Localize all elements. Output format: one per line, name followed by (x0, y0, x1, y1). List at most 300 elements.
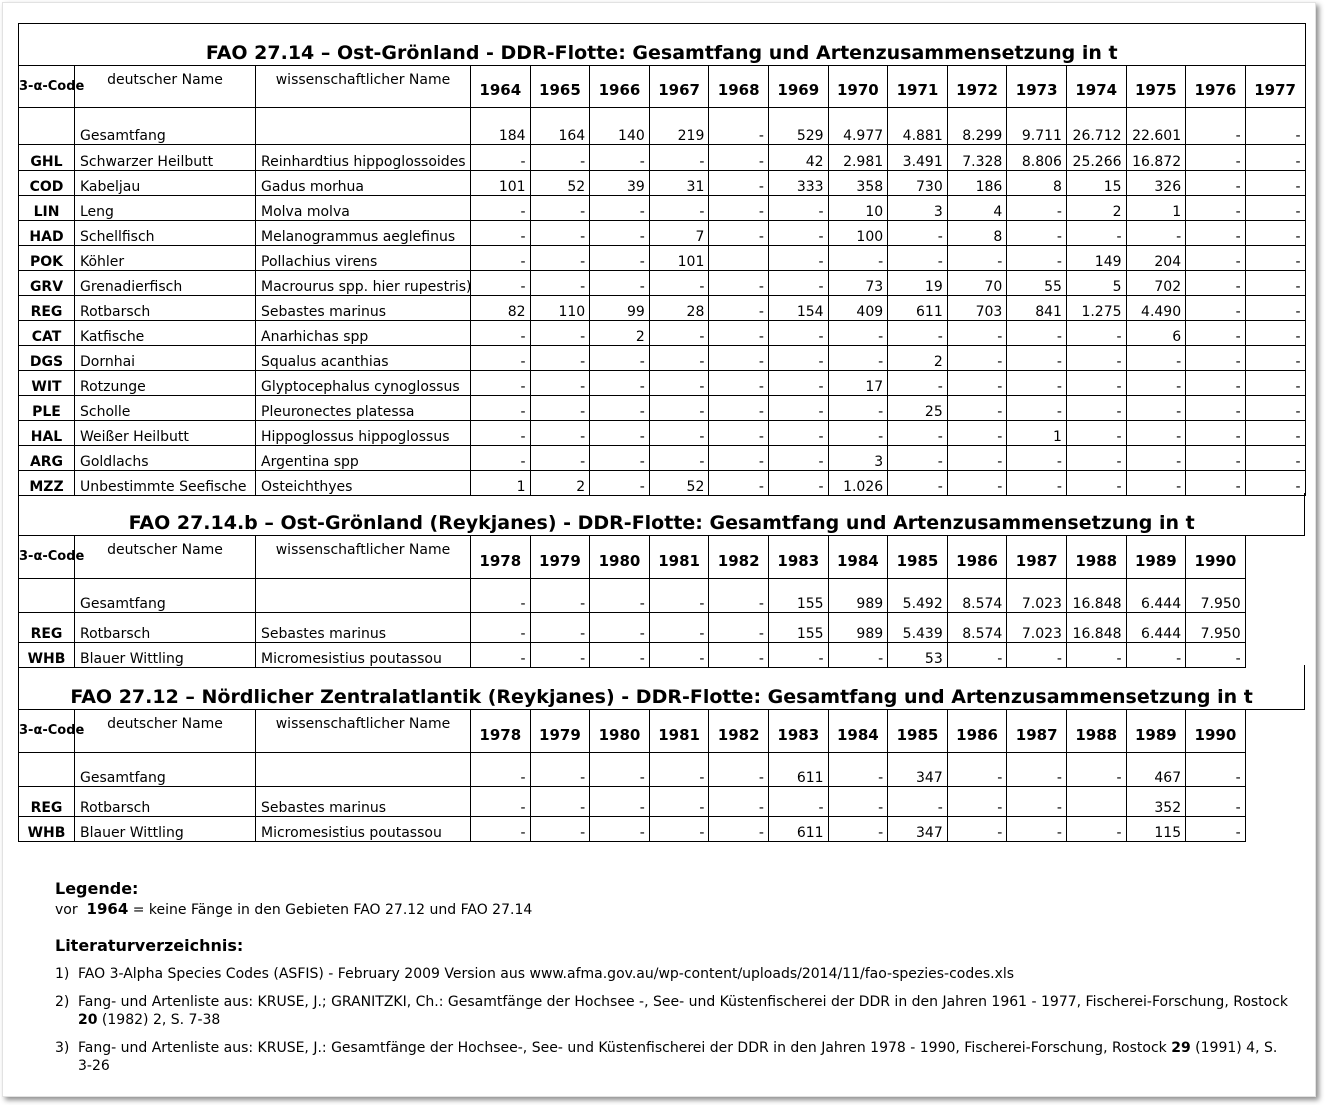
catch-value: - (888, 446, 948, 471)
species-code: COD (19, 171, 75, 196)
species-code: ARG (19, 446, 75, 471)
empty-cell (1245, 643, 1305, 668)
catch-value: 5.492 (888, 579, 948, 613)
header-year: 1983 (768, 710, 828, 753)
catch-value: - (590, 446, 650, 471)
species-code: HAL (19, 421, 75, 446)
catch-value: - (947, 446, 1007, 471)
catch-value: - (768, 371, 828, 396)
catch-value: 1.275 (1066, 296, 1126, 321)
catch-value: - (888, 421, 948, 446)
catch-value: - (590, 271, 650, 296)
catch-value: - (1245, 271, 1305, 296)
catch-value: 99 (590, 296, 650, 321)
catch-value: 184 (471, 108, 531, 145)
catch-value: - (1066, 817, 1126, 842)
catch-value: 611 (768, 817, 828, 842)
catch-value: - (590, 471, 650, 496)
catch-value: - (649, 817, 709, 842)
header-year: 1988 (1066, 536, 1126, 579)
catch-value: - (947, 396, 1007, 421)
header-year: 1979 (530, 536, 590, 579)
catch-value: - (1186, 296, 1246, 321)
catch-value: - (768, 246, 828, 271)
catch-value: - (1066, 753, 1126, 787)
catch-value: - (1066, 371, 1126, 396)
catch-value: 5.439 (888, 613, 948, 643)
catch-value: 26.712 (1066, 108, 1126, 145)
catch-value: 186 (947, 171, 1007, 196)
catch-value: 82 (471, 296, 531, 321)
species-code (19, 108, 75, 145)
header-year: 1989 (1126, 710, 1186, 753)
catch-value: 55 (1007, 271, 1067, 296)
species-code: POK (19, 246, 75, 271)
catch-value: - (590, 421, 650, 446)
catch-value: 352 (1126, 787, 1186, 817)
catch-value: - (471, 145, 531, 171)
catch-value: - (947, 643, 1007, 668)
legend-year: 1964 (86, 900, 129, 918)
catch-value: - (1186, 145, 1246, 171)
catch-value: - (1245, 471, 1305, 496)
catch-value: - (1245, 396, 1305, 421)
catch-value: - (590, 753, 650, 787)
catch-value: - (1245, 171, 1305, 196)
catch-value: 6 (1126, 321, 1186, 346)
scientific-name (256, 108, 471, 145)
catch-value: - (471, 271, 531, 296)
catch-value: 115 (1126, 817, 1186, 842)
catch-value: 16.848 (1066, 579, 1126, 613)
scientific-name: Argentina spp (256, 446, 471, 471)
species-code (19, 579, 75, 613)
catch-value: - (1066, 321, 1126, 346)
german-name: Schwarzer Heilbutt (75, 145, 256, 171)
table-row (19, 196, 1306, 221)
catch-table-3 (18, 665, 1305, 842)
catch-value: 42 (768, 145, 828, 171)
catch-value: - (828, 787, 888, 817)
catch-value: - (828, 246, 888, 271)
catch-value: 8.299 (947, 108, 1007, 145)
species-code: DGS (19, 346, 75, 371)
catch-value: - (828, 321, 888, 346)
species-code: LIN (19, 196, 75, 221)
catch-value: - (1186, 396, 1246, 421)
catch-value: 2 (530, 471, 590, 496)
header-year: 1982 (709, 710, 769, 753)
catch-value: - (1066, 643, 1126, 668)
header-year: 1989 (1126, 536, 1186, 579)
catch-table-1 (18, 23, 1306, 496)
literature-list (55, 965, 1295, 1075)
table-row (19, 421, 1306, 446)
catch-value: - (1186, 221, 1246, 246)
table-row (19, 108, 1306, 145)
catch-value: - (709, 321, 769, 346)
catch-value: - (828, 346, 888, 371)
table-row (19, 221, 1306, 246)
table-title: FAO 27.12 – Nördlicher Zentralatlantik (Reykjanes) - DDR-Flotte: Gesamtfang und Artenzusammensetzung in t (19, 665, 1305, 710)
table-title-row (19, 493, 1305, 536)
catch-value: - (1007, 396, 1067, 421)
german-name: Kabeljau (75, 171, 256, 196)
table-header-row (19, 536, 1305, 579)
catch-value: - (768, 787, 828, 817)
catch-value: - (1007, 643, 1067, 668)
catch-value: - (649, 271, 709, 296)
header-year: 1985 (888, 536, 948, 579)
catch-value: - (768, 196, 828, 221)
catch-value: - (1126, 346, 1186, 371)
header-code: 3-α-Code (19, 66, 75, 108)
catch-value: 1 (1007, 421, 1067, 446)
catch-value: 7.950 (1186, 613, 1246, 643)
table-row (19, 613, 1305, 643)
table-row (19, 271, 1306, 296)
catch-value: 2 (888, 346, 948, 371)
catch-value: - (888, 787, 948, 817)
catch-value: 204 (1126, 246, 1186, 271)
catch-value: - (1245, 321, 1305, 346)
catch-value: - (1186, 817, 1246, 842)
catch-value: 8.806 (1007, 145, 1067, 171)
catch-value: - (709, 145, 769, 171)
legend-text: = keine Fänge in den Gebieten FAO 27.12 und FAO 27.14 (132, 902, 533, 918)
catch-value: - (888, 471, 948, 496)
german-name: Leng (75, 196, 256, 221)
catch-value: - (471, 246, 531, 271)
catch-value: - (709, 396, 769, 421)
catch-value: - (1186, 643, 1246, 668)
catch-value: - (1186, 271, 1246, 296)
catch-value: - (709, 196, 769, 221)
german-name: Gesamtfang (75, 108, 256, 145)
literature-number: 2) (55, 994, 70, 1010)
catch-value: - (530, 371, 590, 396)
catch-value: - (530, 246, 590, 271)
catch-value: 467 (1126, 753, 1186, 787)
literature-item (55, 965, 1295, 983)
table-title: FAO 27.14.b – Ost-Grönland (Reykjanes) - DDR-Flotte: Gesamtfang und Artenzusammensetzung in t (19, 493, 1305, 536)
species-code: GRV (19, 271, 75, 296)
literature-number: 3) (55, 1040, 70, 1056)
literature-heading: Literaturverzeichnis: (55, 936, 244, 955)
catch-value: - (709, 108, 769, 145)
header-year: 1973 (1007, 66, 1067, 108)
catch-value: - (471, 371, 531, 396)
catch-value: 2.981 (828, 145, 888, 171)
catch-value: - (1186, 346, 1246, 371)
scientific-name (256, 753, 471, 787)
catch-value: - (1186, 196, 1246, 221)
catch-value: 326 (1126, 171, 1186, 196)
catch-value: 529 (768, 108, 828, 145)
header-year: 1986 (947, 536, 1007, 579)
scientific-name: Macrourus spp. hier rupestris) (256, 271, 471, 296)
table-header-row (19, 710, 1305, 753)
scientific-name: Gadus morhua (256, 171, 471, 196)
header-year: 1971 (888, 66, 948, 108)
catch-value: - (649, 371, 709, 396)
table-row (19, 446, 1306, 471)
catch-value: - (530, 753, 590, 787)
catch-value: 8 (1007, 171, 1067, 196)
catch-value: - (471, 643, 531, 668)
catch-value: - (1245, 246, 1305, 271)
catch-value: - (768, 643, 828, 668)
header-year: 1967 (649, 66, 709, 108)
catch-value: - (649, 446, 709, 471)
catch-value: 702 (1126, 271, 1186, 296)
catch-value: - (530, 196, 590, 221)
scientific-name: Reinhardtius hippoglossoides (256, 145, 471, 171)
header-year: 1980 (590, 710, 650, 753)
catch-value: - (768, 321, 828, 346)
literature-number: 1) (55, 966, 70, 982)
catch-value: - (947, 371, 1007, 396)
catch-table-2 (18, 493, 1305, 668)
header-year: 1972 (947, 66, 1007, 108)
catch-value: - (530, 396, 590, 421)
catch-value: - (649, 145, 709, 171)
header-year: 1983 (768, 536, 828, 579)
catch-value: 1 (1126, 196, 1186, 221)
catch-value: - (649, 196, 709, 221)
header-year: 1966 (590, 66, 650, 108)
scientific-name: Sebastes marinus (256, 296, 471, 321)
header-german-name: deutscher Name (75, 66, 256, 108)
catch-value: - (590, 196, 650, 221)
catch-value: - (590, 145, 650, 171)
catch-value (709, 246, 769, 271)
legend-heading: Legende: (55, 879, 139, 898)
catch-value: - (1245, 346, 1305, 371)
catch-value: - (768, 221, 828, 246)
table-row (19, 817, 1305, 842)
species-code: GHL (19, 145, 75, 171)
catch-value: 19 (888, 271, 948, 296)
species-code: REG (19, 296, 75, 321)
catch-value: - (649, 787, 709, 817)
catch-value: 8.574 (947, 613, 1007, 643)
header-year: 1982 (709, 536, 769, 579)
scientific-name: Sebastes marinus (256, 613, 471, 643)
header-year: 1980 (590, 536, 650, 579)
catch-value: 611 (888, 296, 948, 321)
german-name: Katfische (75, 321, 256, 346)
catch-value: - (1126, 371, 1186, 396)
table-row (19, 145, 1306, 171)
header-year: 1978 (471, 710, 531, 753)
catch-value: 7 (649, 221, 709, 246)
catch-value: 9.711 (1007, 108, 1067, 145)
german-name: Blauer Wittling (75, 817, 256, 842)
catch-value: 25.266 (1066, 145, 1126, 171)
scientific-name: Glyptocephalus cynoglossus (256, 371, 471, 396)
species-code: REG (19, 613, 75, 643)
catch-value: 101 (471, 171, 531, 196)
german-name: Gesamtfang (75, 753, 256, 787)
catch-value: 358 (828, 171, 888, 196)
table-row (19, 321, 1306, 346)
catch-value: - (530, 787, 590, 817)
header-year: 1964 (471, 66, 531, 108)
catch-value: 1.026 (828, 471, 888, 496)
catch-value: 110 (530, 296, 590, 321)
catch-value: - (1186, 371, 1246, 396)
catch-value: - (1186, 171, 1246, 196)
german-name: Rotzunge (75, 371, 256, 396)
catch-value: - (530, 446, 590, 471)
table-row (19, 579, 1305, 613)
table-row (19, 396, 1306, 421)
catch-value: - (1126, 221, 1186, 246)
scientific-name: Micromesistius poutassou (256, 643, 471, 668)
header-year: 1981 (649, 710, 709, 753)
catch-value: 140 (590, 108, 650, 145)
catch-value: 7.950 (1186, 579, 1246, 613)
catch-value: - (1007, 221, 1067, 246)
catch-value: 100 (828, 221, 888, 246)
catch-value: - (1186, 446, 1246, 471)
literature-volume: 20 (78, 1012, 98, 1028)
empty-cell (1245, 579, 1305, 613)
scientific-name: Molva molva (256, 196, 471, 221)
catch-value: - (1007, 196, 1067, 221)
catch-value: - (590, 246, 650, 271)
catch-value: - (471, 446, 531, 471)
catch-value: - (768, 346, 828, 371)
header-year: 1987 (1007, 536, 1067, 579)
german-name: Köhler (75, 246, 256, 271)
german-name: Blauer Wittling (75, 643, 256, 668)
catch-value: - (709, 471, 769, 496)
catch-value: 841 (1007, 296, 1067, 321)
header-year: 1990 (1186, 710, 1246, 753)
header-year: 1987 (1007, 710, 1067, 753)
species-code: WHB (19, 817, 75, 842)
empty-cell (1245, 613, 1305, 643)
catch-value: - (530, 145, 590, 171)
catch-value: - (1245, 221, 1305, 246)
catch-value: 7.328 (947, 145, 1007, 171)
catch-value: - (1186, 471, 1246, 496)
german-name: Gesamtfang (75, 579, 256, 613)
catch-value: - (530, 221, 590, 246)
catch-value: - (1007, 753, 1067, 787)
catch-value: - (530, 613, 590, 643)
catch-value: - (590, 613, 650, 643)
catch-value: - (888, 371, 948, 396)
document-page (2, 2, 1316, 1097)
catch-value: - (471, 421, 531, 446)
catch-value: - (947, 421, 1007, 446)
catch-value: - (649, 579, 709, 613)
literature-item (55, 1039, 1295, 1075)
catch-value: 7.023 (1007, 579, 1067, 613)
catch-value: 2 (590, 321, 650, 346)
catch-value: 3 (828, 446, 888, 471)
catch-value: - (649, 753, 709, 787)
catch-value: - (947, 753, 1007, 787)
catch-value: 6.444 (1126, 613, 1186, 643)
header-year: 1979 (530, 710, 590, 753)
catch-value: - (471, 346, 531, 371)
catch-value: - (1066, 446, 1126, 471)
catch-value: 16.872 (1126, 145, 1186, 171)
catch-value: - (649, 613, 709, 643)
table-header-row (19, 66, 1306, 108)
catch-value: 611 (768, 753, 828, 787)
table-title: FAO 27.14 – Ost-Grönland - DDR-Flotte: Gesamtfang und Artenzusammensetzung in t (19, 24, 1306, 66)
literature-text: Fang- und Artenliste aus: KRUSE, J.: Gesamtfänge der Hochsee-, See- und Küstenfischerei der DDR in den Jahren 1978 - 1990, Fischerei-Forschung, Rostock (78, 1040, 1172, 1056)
catch-value: 39 (590, 171, 650, 196)
catch-value: - (471, 196, 531, 221)
catch-value: - (768, 471, 828, 496)
catch-value: - (1186, 753, 1246, 787)
empty-cell (1245, 536, 1305, 579)
catch-value: 333 (768, 171, 828, 196)
catch-value: - (768, 446, 828, 471)
catch-value: - (590, 643, 650, 668)
catch-value: 703 (947, 296, 1007, 321)
catch-value: - (709, 296, 769, 321)
catch-value: 73 (828, 271, 888, 296)
catch-value: - (1066, 421, 1126, 446)
scientific-name: Sebastes marinus (256, 787, 471, 817)
catch-value (1066, 787, 1126, 817)
catch-value: 730 (888, 171, 948, 196)
header-year: 1981 (649, 536, 709, 579)
catch-value: - (471, 753, 531, 787)
catch-value: - (947, 471, 1007, 496)
catch-value: - (768, 396, 828, 421)
catch-value: - (709, 221, 769, 246)
catch-value: - (471, 321, 531, 346)
catch-value: - (590, 396, 650, 421)
literature-text: Fang- und Artenliste aus: KRUSE, J.; GRANITZKI, Ch.: Gesamtfänge der Hochsee -, See- und Küstenfischerei der DDR in den Jahren 1961 - 1977, Fischerei-Forschung, Rostock (78, 994, 1289, 1010)
catch-value: 347 (888, 753, 948, 787)
header-year: 1986 (947, 710, 1007, 753)
catch-value: - (471, 613, 531, 643)
catch-value: - (1186, 321, 1246, 346)
table-row (19, 471, 1306, 496)
catch-value: - (471, 817, 531, 842)
species-code: WHB (19, 643, 75, 668)
german-name: Rotbarsch (75, 296, 256, 321)
catch-value: - (709, 446, 769, 471)
catch-value: - (649, 643, 709, 668)
catch-value: - (1066, 396, 1126, 421)
scientific-name: Squalus acanthias (256, 346, 471, 371)
catch-value: - (828, 643, 888, 668)
catch-value: - (828, 817, 888, 842)
catch-value: - (947, 346, 1007, 371)
catch-value: - (649, 346, 709, 371)
catch-value: - (709, 271, 769, 296)
catch-value: - (471, 787, 531, 817)
catch-value: - (1245, 196, 1305, 221)
catch-value: 70 (947, 271, 1007, 296)
catch-value: 5 (1066, 271, 1126, 296)
table-row (19, 296, 1306, 321)
catch-value: - (709, 787, 769, 817)
catch-value: 52 (530, 171, 590, 196)
catch-value: - (828, 396, 888, 421)
german-name: Weißer Heilbutt (75, 421, 256, 446)
